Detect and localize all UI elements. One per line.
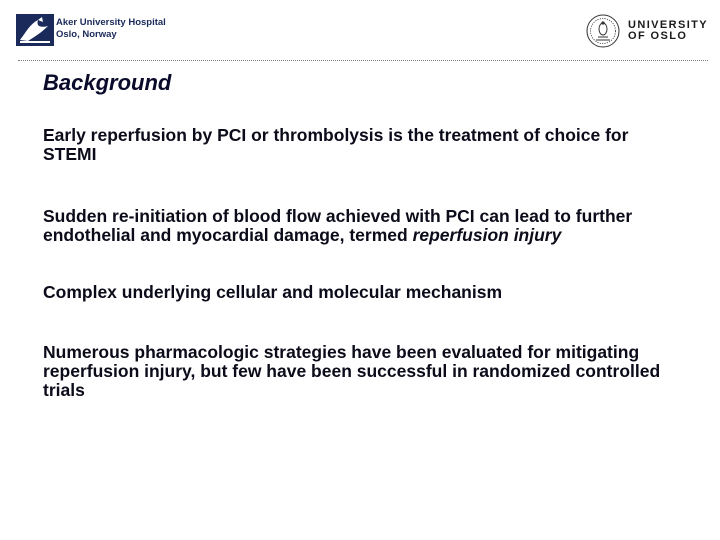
bullet-item: Complex underlying cellular and molecular mechanism xyxy=(43,282,503,302)
university-name xyxy=(628,20,708,42)
bullet-item xyxy=(43,207,673,245)
university-seal-icon xyxy=(586,14,620,48)
bullet-item: Numerous pharmacologic strategies have been evaluated for mitigating reperfusion injury, but few have been successful in randomized controlled trials xyxy=(43,342,661,400)
bullet-emphasis: reperfusion injury xyxy=(412,225,562,245)
hospital-name: Aker University Hospital xyxy=(56,17,166,28)
header-divider xyxy=(18,60,708,61)
university-line1: UNIVERSITY xyxy=(628,19,709,31)
slide-title: Background xyxy=(43,70,172,95)
bullet-text: Sudden re-initiation of blood flow achieved with PCI can lead to further endothelial and myocardial damage, termed xyxy=(43,206,633,245)
university-line2: OF OSLO xyxy=(628,30,688,42)
aker-hospital-logo-icon xyxy=(16,14,54,46)
slide-body xyxy=(43,126,673,400)
hospital-name-block xyxy=(56,17,166,41)
slide-header xyxy=(0,0,720,60)
bullet-item: Early reperfusion by PCI or thrombolysis is the treatment of choice for STEMI xyxy=(43,125,629,164)
hospital-location: Oslo, Norway xyxy=(56,29,117,40)
